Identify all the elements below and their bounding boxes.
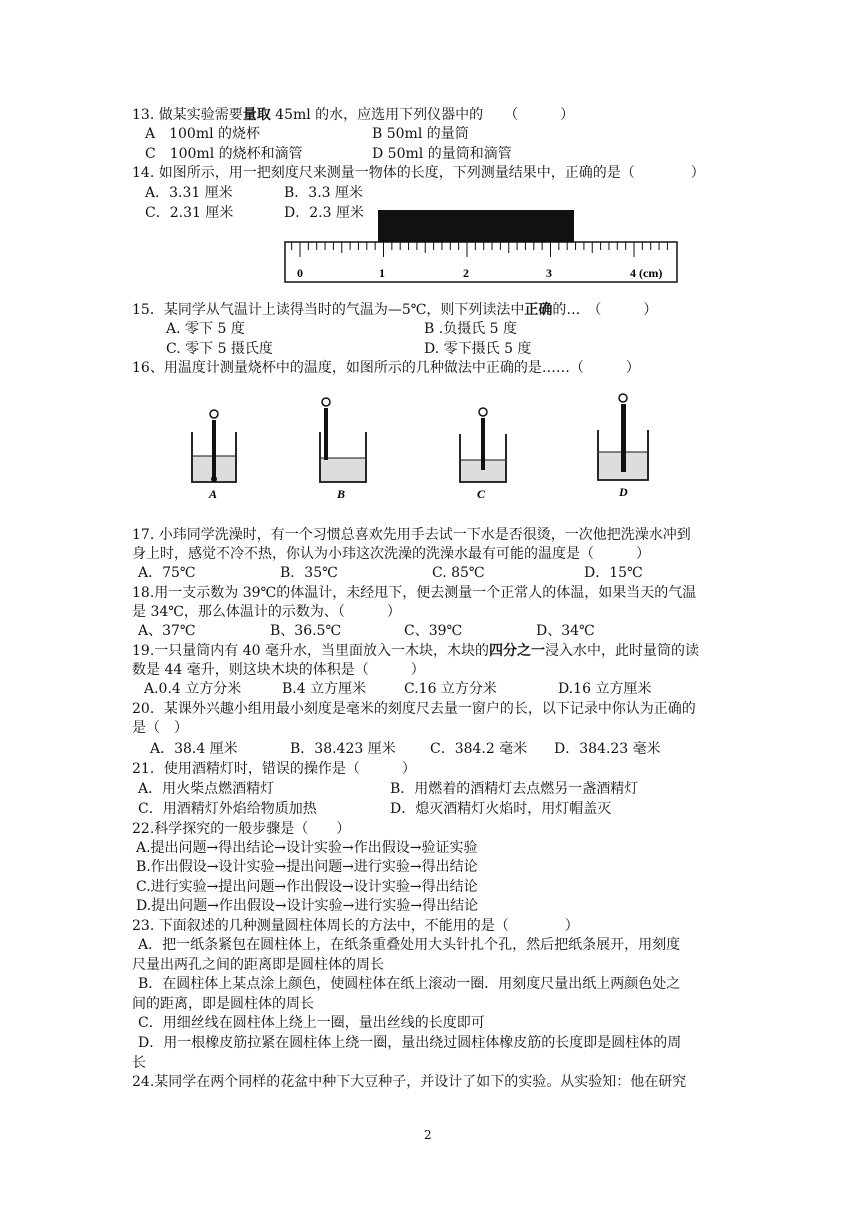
q18-line2: 是 34℃，那么体温计的示数为、（ ） <box>132 604 401 620</box>
q17-line2: 身上时，感觉不冷不热，你认为小玮这次洗澡的洗澡水最有可能的温度是（ ） <box>132 546 650 562</box>
ruler-ticks <box>292 242 668 257</box>
q21-stem: 21．使用酒精灯时，错误的操作是（ ） <box>132 761 416 777</box>
q13-option-a: A 100ml 的烧杯 <box>145 126 261 142</box>
q23-stem: 23. 下面叙述的几种测量圆柱体周长的方法中，不能用的是（ ） <box>132 918 579 934</box>
q21-option-b: B．用燃着的酒精灯去点燃另一盏酒精灯 <box>390 781 639 797</box>
q22-option-b: B.作出假设→设计实验→提出问题→进行实验→得出结论 <box>136 859 478 875</box>
q15-option-a: A. 零下 5 度 <box>166 321 245 337</box>
q16-stem: 16、用温度计测量烧杯中的温度，如图所示的几种做法中正确的是……（ ） <box>132 360 640 376</box>
q15-option-c: C. 零下 5 摄氏度 <box>166 341 273 357</box>
q24-line1: 24.某同学在两个同样的花盆中种下大豆种子，并设计了如下的实验。从实验知：他在研究 <box>132 1074 687 1090</box>
q20-option-d: D．384.23 毫米 <box>554 741 661 757</box>
q20-line1: 20．某课外兴趣小组用最小刻度是毫米的刻度尺去量一窗户的长，以下记录中你认为正确的 <box>132 701 696 717</box>
q13-option-b: B 50ml 的量筒 <box>372 126 469 142</box>
q19-line1: 19.一只量筒内有 40 毫升水，当里面放入一木块，木块的四分之一浸入水中，此时量筒的读 <box>132 643 699 659</box>
q21-option-c: C．用酒精灯外焰给物质加热 <box>138 801 317 817</box>
q21-option-d: D．熄灭酒精灯火焰时，用灯帽盖灭 <box>390 801 612 817</box>
measured-object <box>378 210 574 242</box>
ruler-label-4: 4 (cm) <box>630 266 663 280</box>
figure-b <box>320 398 366 501</box>
q14-stem: 14. 如图所示，用一把刻度尺来测量一物体的长度，下列测量结果中，正确的是（ ） <box>132 165 705 181</box>
ruler-label-1: 1 <box>379 266 385 280</box>
q20-option-b: B．38.423 厘米 <box>290 741 396 757</box>
q19-option-d: D.16 立方厘米 <box>558 681 652 697</box>
q18-option-b: B、36.5℃ <box>270 623 342 639</box>
ruler-label-3: 3 <box>546 266 552 280</box>
ruler-label-2: 2 <box>463 266 469 280</box>
q20-line2: 是（ ） <box>132 720 188 736</box>
q23-option-b-line1: B．在圆柱体上某点涂上颜色，使圆柱体在纸上滚动一圈．用刻度尺量出纸上两颜色处之 <box>138 976 681 992</box>
figure-a <box>192 410 236 501</box>
q19-option-a: A.0.4 立方分米 <box>144 681 242 697</box>
q17-option-d: D．15℃ <box>584 565 643 581</box>
q23-option-c: C．用细丝线在圆柱体上绕上一圈，量出丝线的长度即可 <box>138 1015 485 1031</box>
q17-option-c: C. 85℃ <box>432 565 485 581</box>
q13-stem: 13. 做某实验需要量取 45ml 的水，应选用下列仪器中的 （ ） <box>132 107 575 123</box>
q17-option-a: A．75℃ <box>138 565 196 581</box>
q23-option-a-line1: A．把一纸条紧包在圆柱体上，在纸条重叠处用大头针扎个孔，然后把纸条展开，用刻度 <box>138 937 681 953</box>
q14-option-c: C．2.31 厘米 <box>145 205 234 221</box>
q15-option-b: B .负摄氏 5 度 <box>424 321 517 337</box>
q22-option-a: A.提出问题→得出结论→设计实验→作出假设→验证实验 <box>136 840 478 856</box>
ruler-label-0: 0 <box>297 266 303 280</box>
q18-option-c: C、39℃ <box>404 623 463 639</box>
q23-option-a-line2: 尺量出两孔之间的距离即是圆柱体的周长 <box>132 957 384 973</box>
q18-line1: 18.用一支示数为 39℃的体温计，未经甩下，便去测量一个正常人的体温，如果当天的气温 <box>132 585 697 601</box>
q18-option-d: D、34℃ <box>536 623 595 639</box>
q13-option-d: D 50ml 的量筒和滴管 <box>372 146 512 162</box>
figure-label-c: C <box>477 487 486 501</box>
q22-option-d: D.提出问题→作出假设→设计实验→进行实验→得出结论 <box>136 898 479 914</box>
q18-option-a: A、37℃ <box>138 623 196 639</box>
q23-option-b-line2: 间的距离，即是圆柱体的周长 <box>132 996 314 1012</box>
q21-option-a: A．用火柴点燃酒精灯 <box>138 781 275 797</box>
figure-label-a: A <box>209 487 218 501</box>
thermometer-figures <box>0 390 860 510</box>
q14-option-b: B．3.3 厘米 <box>284 185 364 201</box>
q15-option-d: D. 零下摄氏 5 度 <box>424 341 532 357</box>
q17-line1: 17. 小玮同学洗澡时，有一个习惯总喜欢先用手去试一下水是否很烫，一次他把洗澡水冲到 <box>132 527 691 543</box>
q15-stem: 15．某同学从气温计上读得当时的气温为—5℃，则下列读法中正确的… （ ） <box>132 302 658 318</box>
q13-option-c: C 100ml 的烧杯和滴管 <box>145 146 303 162</box>
figure-c <box>460 408 506 501</box>
q19-option-b: B.4 立方厘米 <box>282 681 367 697</box>
q14-option-a: A．3.31 厘米 <box>145 185 233 201</box>
q20-option-a: A．38.4 厘米 <box>150 741 238 757</box>
ruler-figure <box>0 0 860 300</box>
q19-option-c: C.16 立方分米 <box>404 681 497 697</box>
figure-label-b: B <box>337 487 346 501</box>
ruler-body <box>285 242 677 282</box>
q20-option-c: C．384.2 毫米 <box>430 741 528 757</box>
q14-option-d: D．2.3 厘米 <box>284 205 364 221</box>
figure-label-d: D <box>619 485 628 499</box>
q22-stem: 22.科学探究的一般步骤是（ ） <box>132 821 351 837</box>
q19-line2: 数是 44 毫升，则这块木块的体积是（ ） <box>132 662 425 678</box>
q23-option-d-line1: D．用一根橡皮筋拉紧在圆柱体上绕一圈，量出绕过圆柱体橡皮筋的长度即是圆柱体的周 <box>138 1035 682 1051</box>
q17-option-b: B．35℃ <box>280 565 338 581</box>
page-number: 2 <box>424 1128 432 1142</box>
q22-option-c: C.进行实验→提出问题→作出假设→设计实验→得出结论 <box>136 879 478 895</box>
figure-d <box>598 394 648 499</box>
q23-option-d-line2: 长 <box>132 1055 146 1071</box>
